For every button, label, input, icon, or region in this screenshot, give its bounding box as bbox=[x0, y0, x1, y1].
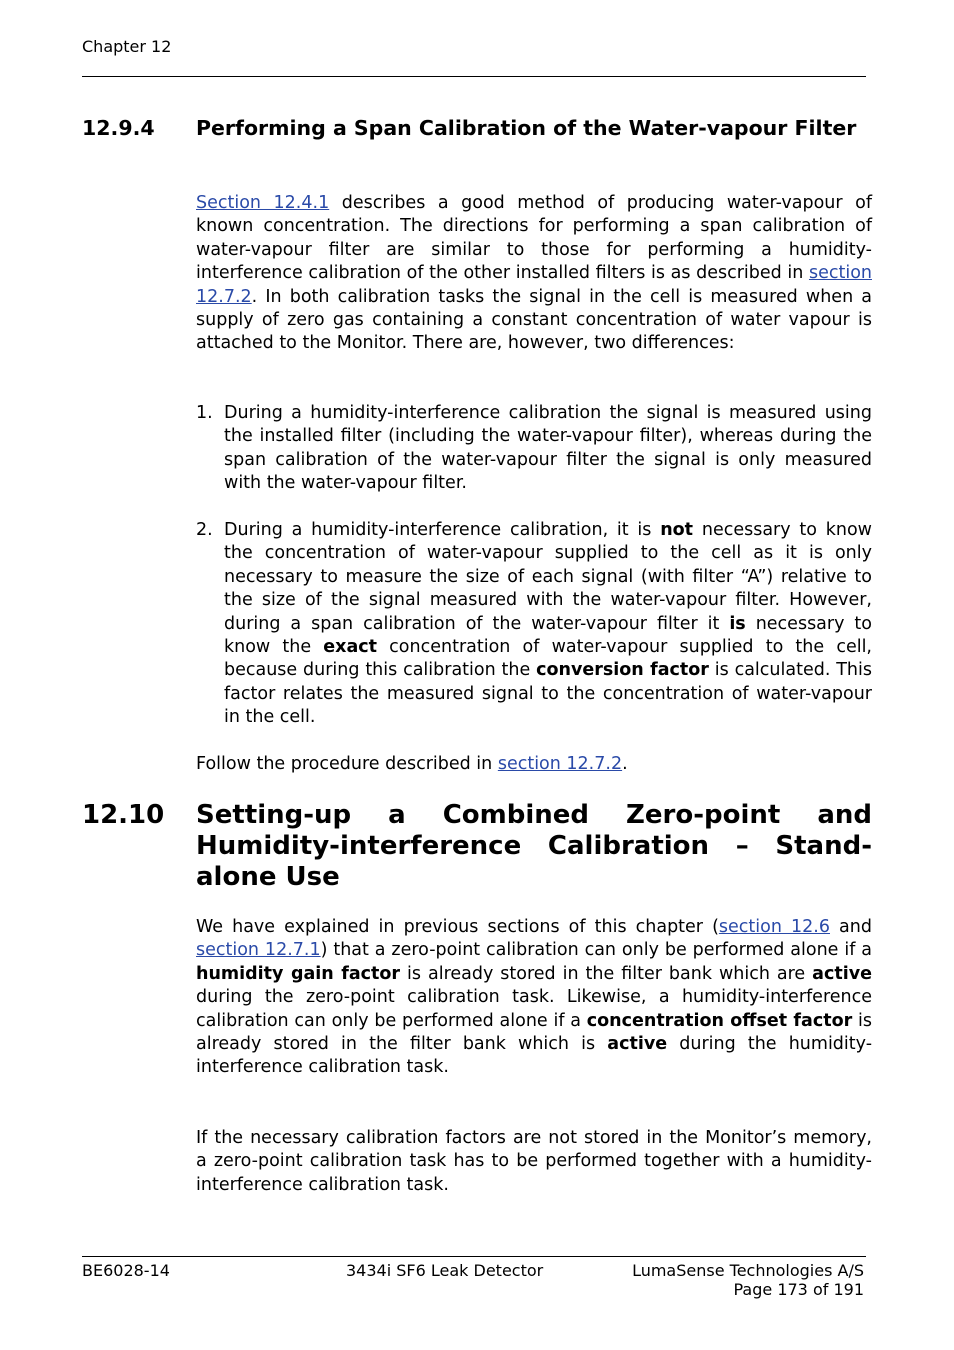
section-number: 12.9.4 bbox=[82, 116, 155, 140]
text-run: Follow the procedure described in bbox=[196, 754, 498, 774]
paragraph-intro bbox=[196, 192, 872, 356]
text-run: during the zero-point calibration task. Likewise, a humidity-interference calibration can only be performed alone if a bbox=[196, 987, 872, 1031]
bold-is: is bbox=[729, 613, 746, 634]
section-title: Setting-up a Combined Zero-point and Humidity-interference Calibration – Stand-alone Use bbox=[196, 800, 872, 892]
text-run: . bbox=[622, 754, 628, 774]
list-item-2 bbox=[196, 519, 872, 730]
chapter-label: Chapter 12 bbox=[82, 37, 172, 56]
text-run: during the humidity-interference calibration task. bbox=[196, 1034, 873, 1078]
footer-company: LumaSense Technologies A/S bbox=[632, 1261, 864, 1280]
list-text: During a humidity-interference calibration the signal is measured using the installed filter (including the water-vapour filter), whereas during the span calibration of the water-vapour filter the signal is only measured with the water-vapour filter. bbox=[224, 403, 872, 494]
header-rule bbox=[82, 76, 866, 77]
text-run: concentration of water-vapour supplied to the cell, because during this calibration the bbox=[224, 637, 872, 681]
bold-not: not bbox=[660, 520, 694, 540]
footer-doc-id: BE6028-14 bbox=[82, 1261, 170, 1280]
footer-rule bbox=[82, 1256, 866, 1257]
text-run: . In both calibration tasks the signal in the cell is measured when a supply of zero gas containing a constant concentration of water vapour is attached to the Monitor. There are, however, two differences: bbox=[196, 286, 872, 354]
list-number: 2. bbox=[196, 520, 213, 540]
paragraph-follow bbox=[196, 753, 872, 776]
text-run: necessary to know the bbox=[224, 613, 872, 658]
paragraph-necessary: If the necessary calibration factors are not stored in the Monitor’s memory, a zero-point calibration task has to be performed together with a humidity-interference calibration task. bbox=[196, 1128, 872, 1195]
bold-humidity-gain-factor: humidity gain factor bbox=[196, 963, 401, 984]
text-run: is already stored in the filter bank which is bbox=[196, 1010, 873, 1055]
footer-page-number: Page 173 of 191 bbox=[733, 1280, 864, 1299]
text-run: is already stored in the filter bank which are bbox=[400, 963, 813, 984]
text-run: describes a good method of producing water-vapour of known concentration. The directions for performing a span calibration of water-vapour filter are similar to those for performing a humidity-interference calibration of the other installed filters is as described in bbox=[196, 193, 872, 284]
list-item-1 bbox=[196, 402, 872, 496]
bold-active: active bbox=[607, 1034, 668, 1055]
link-section-12-4-1[interactable]: Section 12.4.1 bbox=[196, 193, 330, 213]
paragraph-explained bbox=[196, 916, 872, 1080]
section-title: Performing a Span Calibration of the Water-vapour Filter bbox=[196, 116, 857, 140]
bold-exact: exact bbox=[323, 637, 378, 658]
text-run: and bbox=[829, 917, 872, 937]
link-section-12-7-2[interactable]: section 12.7.2 bbox=[196, 263, 872, 307]
text-run: ) that a zero-point calibration can only be performed alone if a bbox=[320, 940, 872, 961]
bold-active: active bbox=[812, 963, 872, 984]
section-12-9-4-heading bbox=[82, 115, 872, 142]
text-run: We have explained in previous sections of this chapter ( bbox=[196, 917, 719, 937]
list-number: 1. bbox=[196, 403, 213, 423]
section-number: 12.10 bbox=[82, 800, 165, 830]
list-text bbox=[224, 519, 872, 730]
link-section-12-6[interactable]: section 12.6 bbox=[718, 917, 830, 937]
text-run: During a humidity-interference calibration, it is bbox=[224, 520, 661, 540]
footer-product: 3434i SF6 Leak Detector bbox=[346, 1261, 544, 1280]
bold-concentration-offset-factor: concentration offset factor bbox=[586, 1010, 853, 1031]
link-section-12-7-2[interactable]: section 12.7.2 bbox=[497, 754, 623, 774]
link-section-12-7-1[interactable]: section 12.7.1 bbox=[196, 940, 321, 961]
text-run: is calculated. This factor relates the measured signal to the concentration of water-vapour in the cell. bbox=[224, 660, 872, 728]
text-run: necessary to know the concentration of water-vapour supplied to the cell as it is only necessary to measure the size of each signal (with filter “A”) relative to the size of the signal measured with the water-vapour filter. However, during a span calibration of the water-vapour filter it bbox=[224, 520, 872, 634]
section-12-10-heading bbox=[82, 800, 872, 893]
bold-conversion-factor: conversion factor bbox=[536, 660, 709, 681]
